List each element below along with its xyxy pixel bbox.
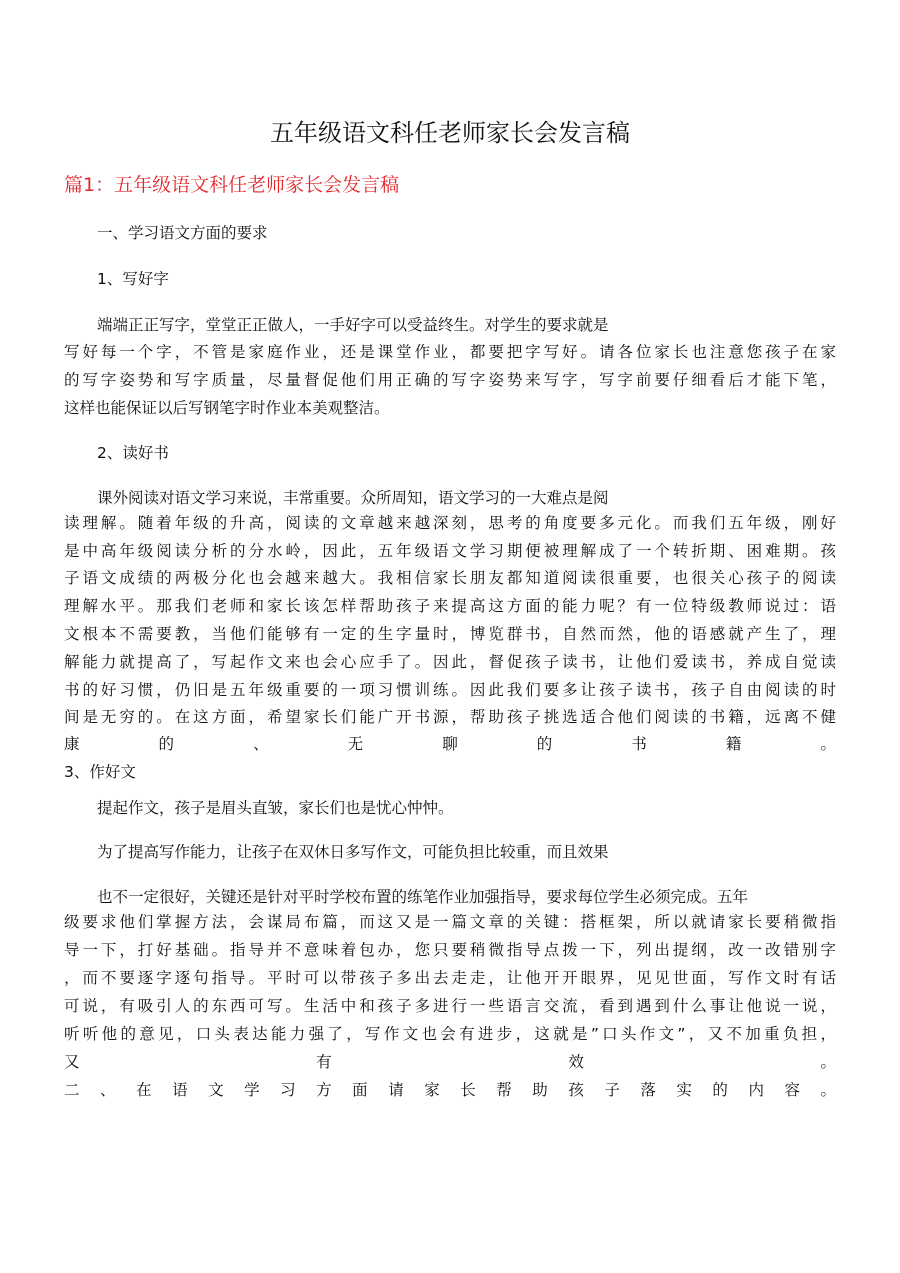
paragraph-line: 康的、无聊的书籍。 xyxy=(64,735,836,753)
paragraph-line: ，而不要逐字逐句指导。平时可以带孩子多出去走走，让他开开眼界，见见世面，写作文时有话 xyxy=(64,969,836,987)
document-title: 五年级语文科任老师家长会发言稿 xyxy=(270,119,630,147)
paragraph-line: 间是无穷的。在这方面，希望家长们能广开书源，帮助孩子挑选适合他们阅读的书籍，远离不健 xyxy=(64,708,836,726)
paragraph-line: 子语文成绩的两极分化也会越来越大。我相信家长朋友都知道阅读很重要，也很关心孩子的阅读 xyxy=(64,569,836,587)
paragraph-line: 为了提高写作能力，让孩子在双休日多写作文，可能负担比较重，而且效果 xyxy=(97,843,609,861)
paragraph-line: 这样也能保证以后写钢笔字时作业本美观整洁。 xyxy=(64,399,390,417)
subheading-compose-well: 提起作文，孩子是眉头直皱，家长们也是忧心忡忡。 xyxy=(97,799,454,817)
paragraph-line: 导一下，打好基础。指导并不意味着包办，您只要稍微指导点拨一下，列出提纲，改一改错别字 xyxy=(64,941,836,959)
paragraph-line: 是中高年级阅读分析的分水岭，因此，五年级语文学习期便被理解成了一个转折期、困难期。孩 xyxy=(64,542,836,560)
paragraph-line: 解能力就提高了，写起作文来也会心应手了。因此，督促孩子读书，让他们爱读书，养成自觉读 xyxy=(64,653,836,671)
heading-study-requirements: 一、学习语文方面的要求 xyxy=(97,224,268,242)
paragraph-line: 读理解。随着年级的升高，阅读的文章越来越深刻，思考的角度要多元化。而我们五年级，刚好 xyxy=(64,514,836,532)
paragraph-line: 写好每一个字，不管是家庭作业，还是课堂作业，都要把字写好。请各位家长也注意您孩子在家 xyxy=(64,343,836,361)
paragraph-line: 级要求他们掌握方法，会谋局布篇，而这又是一篇文章的关键：搭框架，所以就请家长要稍微指 xyxy=(64,913,836,931)
paragraph-line: 的写字姿势和写字质量，尽量督促他们用正确的写字姿势来写字，写字前要仔细看后才能下笔， xyxy=(64,371,836,389)
paragraph-line: 也不一定很好，关键还是针对平时学校布置的练笔作业加强指导，要求每位学生必须完成。五年 xyxy=(97,888,749,906)
paragraph-line: 听听他的意见，口头表达能力强了，写作文也会有进步，这就是”口头作文”，又不加重负担， xyxy=(64,1025,836,1043)
paragraph-line: 理解水平。那我们老师和家长该怎样帮助孩子来提高这方面的能力呢？有一位特级教师说过：语 xyxy=(64,597,836,615)
subheading-write-well: 1、写好字 xyxy=(97,270,169,288)
paragraph-line: 文根本不需要教，当他们能够有一定的生字量时，博览群书，自然而然，他的语感就产生了，理 xyxy=(64,625,836,643)
paragraph-line: 端端正正写字，堂堂正正做人，一手好字可以受益终生。对学生的要求就是 xyxy=(97,316,609,334)
subheading-read-well: 2、读好书 xyxy=(97,444,169,462)
paragraph-line: 课外阅读对语文学习来说，丰常重要。众所周知，语文学习的一大难点是阅 xyxy=(97,489,609,507)
paragraph-line: 书的好习惯，仍旧是五年级重要的一项习惯训练。因此我们要多让孩子读书，孩子自由阅读的时 xyxy=(64,681,836,699)
paragraph-line: 可说，有吸引人的东西可写。生活中和孩子多进行一些语言交流，看到遇到什么事让他说一说， xyxy=(64,997,836,1015)
paragraph-line: 3、作好文 xyxy=(64,763,136,781)
paragraph-line: 二、在语文学习方面请家长帮助孩子落实的内容。 xyxy=(64,1081,836,1099)
paragraph-line: 又有效。 xyxy=(64,1053,836,1071)
section-title: 篇1：五年级语文科任老师家长会发言稿 xyxy=(64,174,400,196)
